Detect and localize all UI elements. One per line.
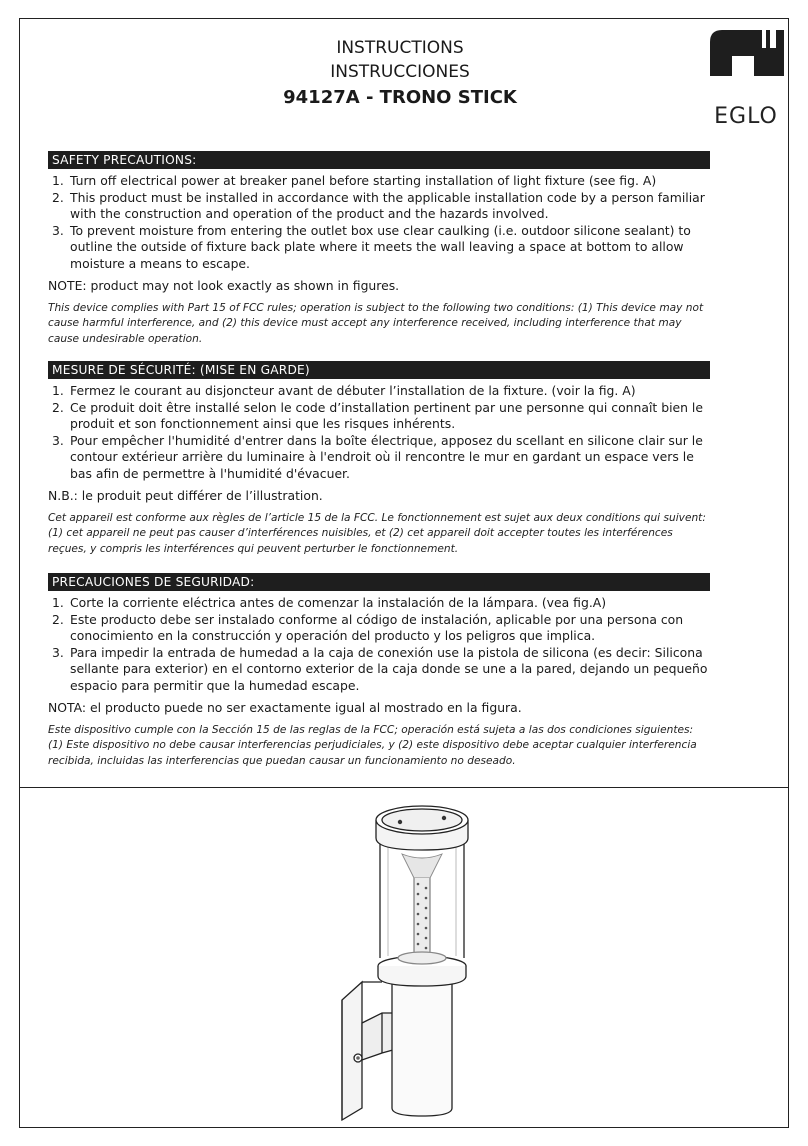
note: NOTA: el producto puede no ser exactamente igual al mostrado en la figura. bbox=[48, 700, 522, 715]
list-item: 3. To prevent moisture from entering the outlet box use clear caulking (i.e. outdoor silicone sealant) to outline the outside of fixture back plate where it meets the wall leaving a space at bottom to allow moisture a means to escape. bbox=[52, 222, 691, 271]
section-heading: SAFETY PRECAUTIONS: bbox=[48, 151, 710, 169]
list-item: 1. Turn off electrical power at breaker panel before starting installation of light fixture (see fig. A) bbox=[52, 173, 657, 188]
fcc-statement: This device complies with Part 15 of FCC rules; operation is subject to the following two conditions: (1) This device may not cause harmful interference, and (2) this device must accept any interference received, including interference that may cause undesirable operation. bbox=[48, 301, 704, 345]
eglo-logo-text: EGLO bbox=[714, 104, 778, 129]
section-heading: PRECAUCIONES DE SEGURIDAD: bbox=[48, 573, 710, 591]
list-item: 2. Ce produit doit être installé selon le code d’installation pertinent par une personne qui connaît bien le produit et son fonctionnement ainsi que les risques inhérents. bbox=[52, 399, 703, 431]
product-illustration bbox=[330, 798, 480, 1123]
note: NOTE: product may not look exactly as shown in figures. bbox=[48, 278, 400, 293]
safety-section-spanish bbox=[48, 573, 710, 769]
instruction-list bbox=[48, 595, 710, 694]
list-item: 3. Pour empêcher l'humidité d'entrer dans la boîte électrique, apposez du scellant en silicone clair sur le contour extérieur arrière du luminaire à l'endroit où il rencontre le mur en gardant un espace vers le bas afin de permettre à l'humidité d'évacuer. bbox=[52, 432, 703, 481]
list-item: 1. Corte la corriente eléctrica antes de comenzar la instalación de la lámpara. (vea fig.A) bbox=[52, 595, 607, 610]
eglo-logo bbox=[706, 24, 786, 136]
section-heading: MESURE DE SÉCURITÉ: (MISE EN GARDE) bbox=[48, 361, 710, 379]
instruction-list bbox=[48, 383, 710, 482]
lamp-drawing bbox=[330, 798, 480, 1123]
note: N.B.: le produit peut différer de l’illustration. bbox=[48, 488, 323, 503]
list-item: 2. This product must be installed in accordance with the applicable installation code by a person familiar with the construction and operation of the product and the hazards involved. bbox=[52, 189, 705, 221]
title-english: INSTRUCTIONS bbox=[336, 38, 464, 58]
list-item: 3. Para impedir la entrada de humedad a la caja de conexión use la pistola de silicona (es decir: Silicona sellante para exterior) en el contorno exterior de la caja donde se une a la pared, dejando un pequeño espacio para permitir que la humedad escape. bbox=[52, 644, 708, 693]
list-item: 2. Este producto debe ser instalado conforme al código de instalación, aplicable por una persona con conocimiento en la construcción y operación del producto y los peligros que implica. bbox=[52, 611, 684, 643]
model-title: 94127A - TRONO STICK bbox=[283, 87, 517, 108]
title-spanish: INSTRUCCIONES bbox=[330, 62, 470, 82]
instruction-list bbox=[48, 173, 710, 272]
safety-section-french bbox=[48, 361, 710, 557]
figure-divider bbox=[19, 787, 789, 788]
fcc-statement: Cet appareil est conforme aux règles de l’article 15 de la FCC. Le fonctionnement est sujet aux deux conditions qui suivent: (1) cet appareil ne peut pas causer d’interférences nuisibles, et (2) cet appareil doit accepter toutes les interférences reçues, y compris les interférences qui peuvent perturber le fonctionnement. bbox=[48, 511, 706, 555]
list-item: 1. Fermez le courant au disjoncteur avant de débuter l’installation de la fixture. (voir la fig. A) bbox=[52, 383, 636, 398]
safety-section-english bbox=[48, 151, 710, 347]
fcc-statement: Este dispositivo cumple con la Sección 15 de las reglas de la FCC; operación está sujeta a las dos condiciones siguientes: (1) Este dispositivo no debe causar interferencias perjudiciales, y (2) este dispositivo debe aceptar cualquier interferencia recibida, incluidas las interferencias que puedan causar un funcionamiento no deseado. bbox=[48, 723, 697, 767]
eglo-logo-icon bbox=[706, 24, 786, 104]
